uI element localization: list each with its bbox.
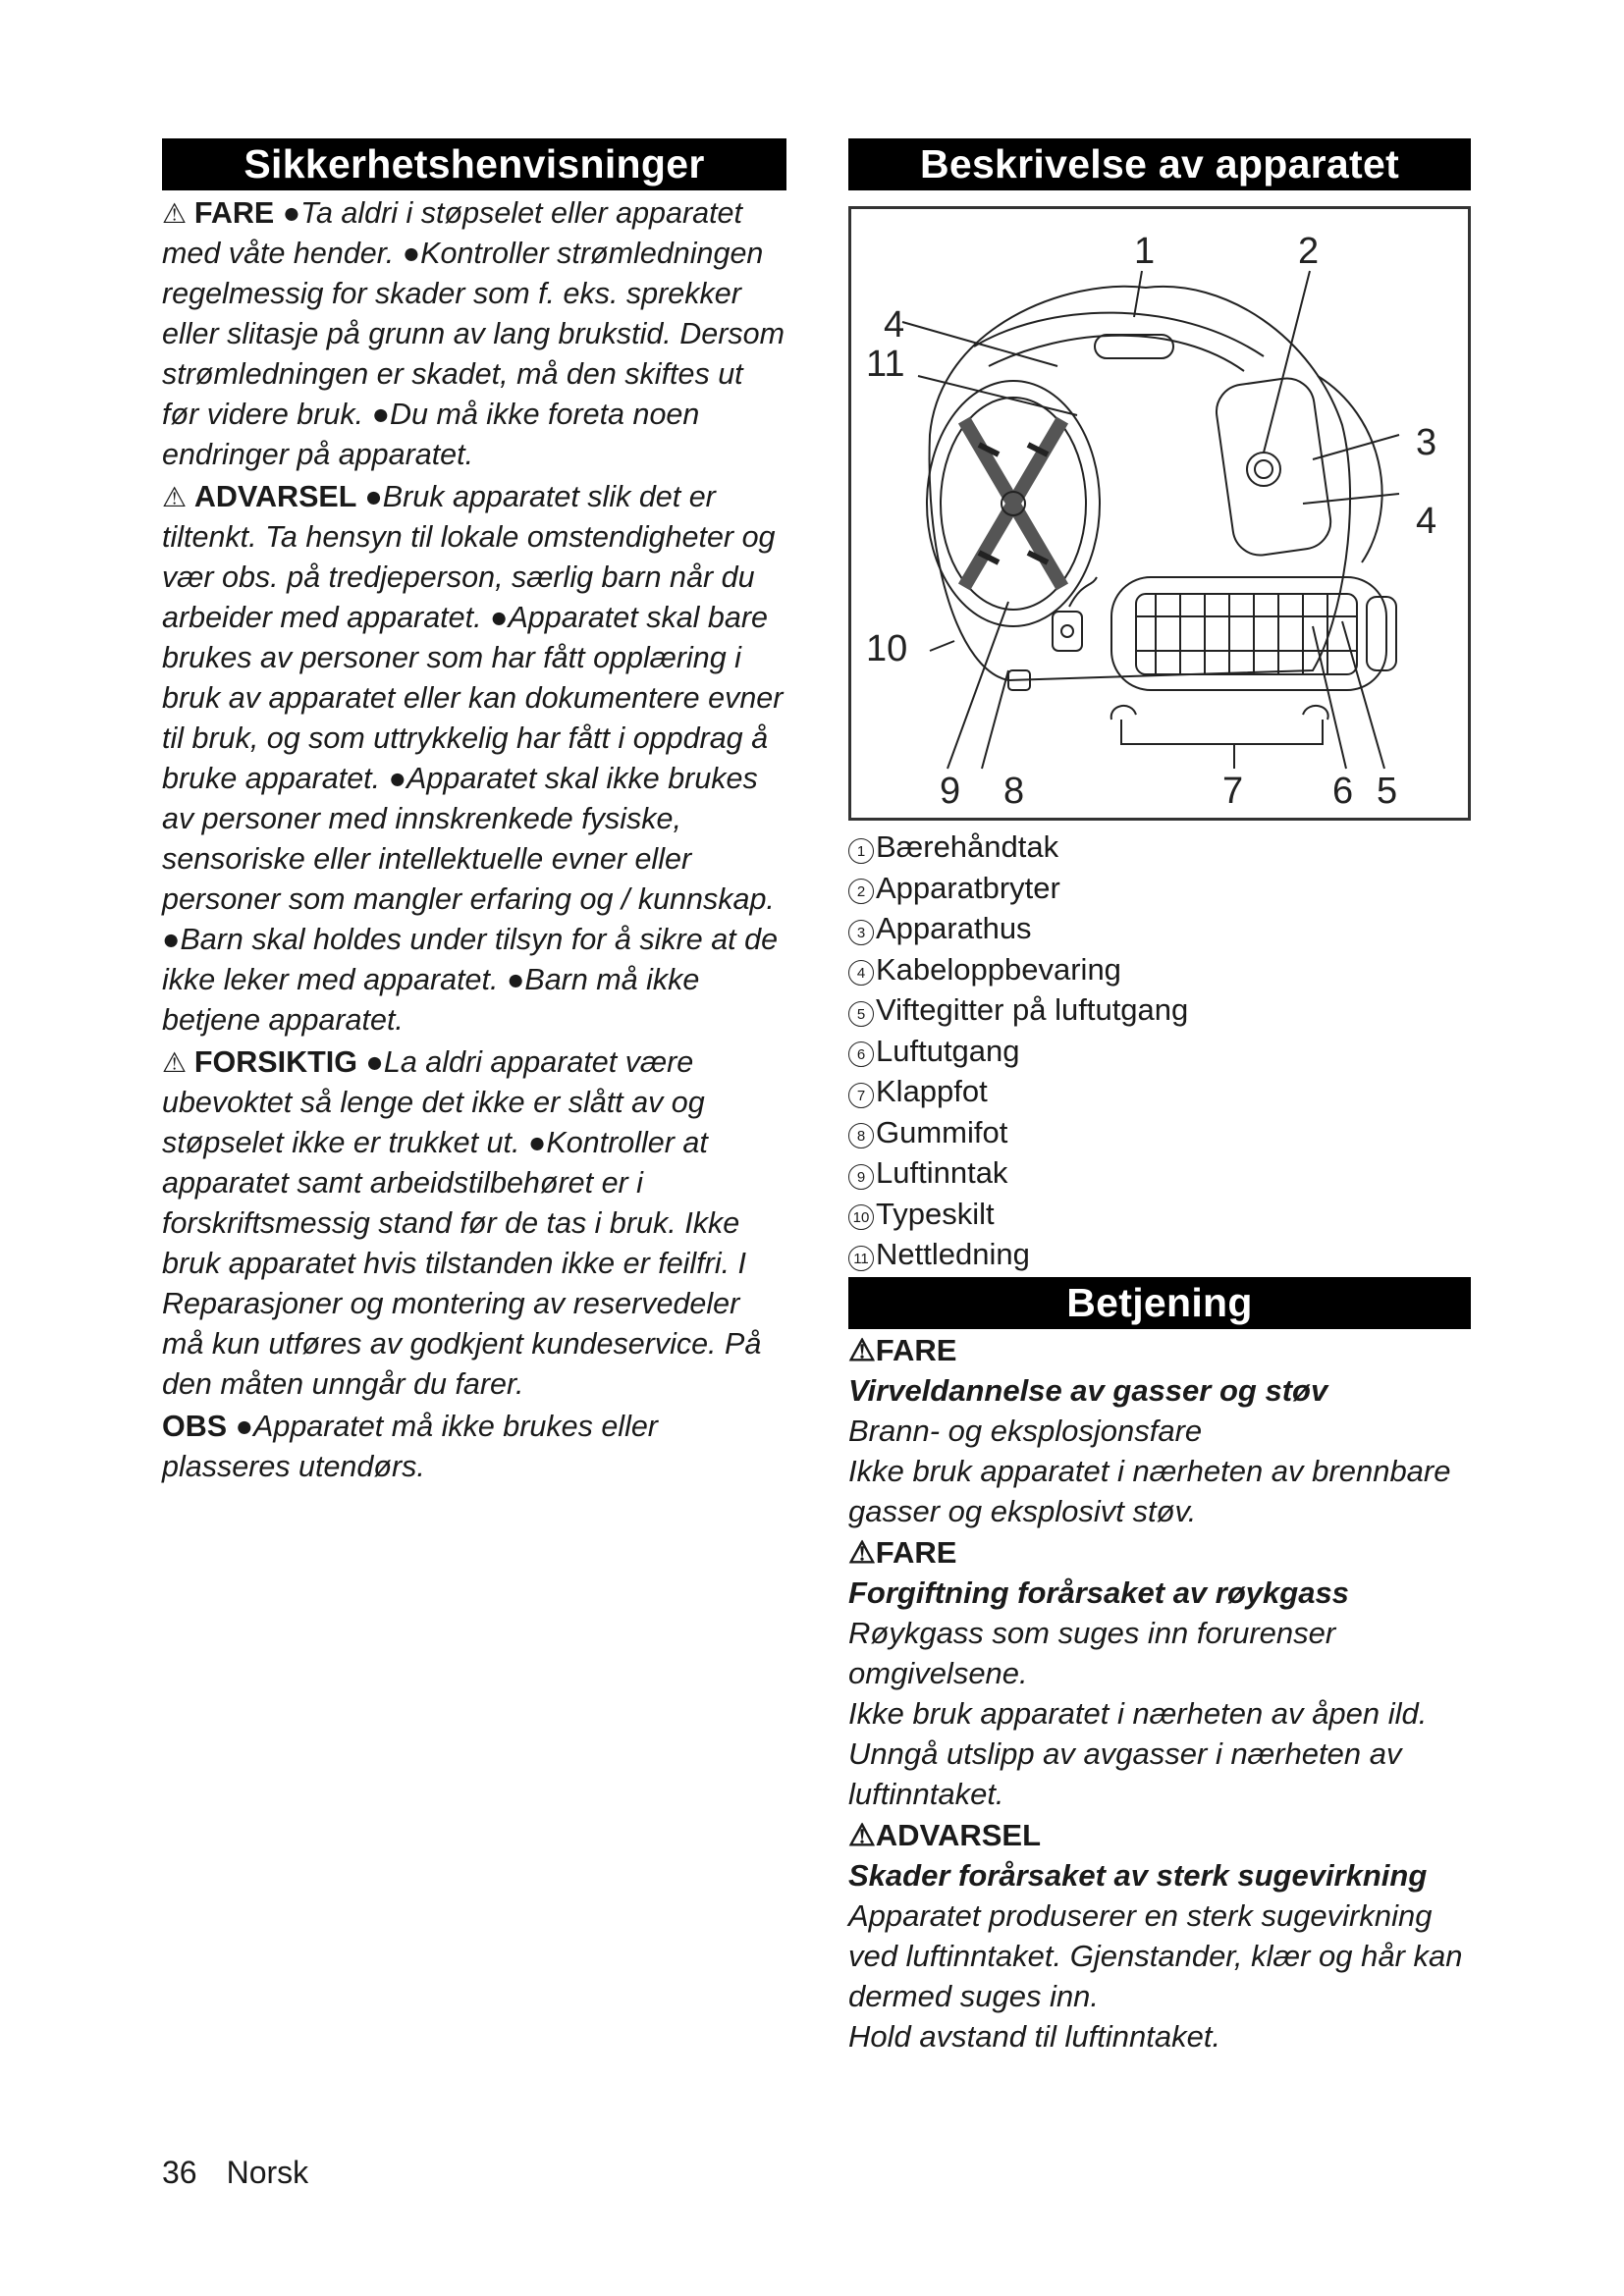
- legend-label: Viftegitter på luftutgang: [876, 992, 1189, 1027]
- parts-legend: [848, 827, 1471, 1275]
- legend-item: [848, 1152, 1471, 1194]
- callout-4: 4: [884, 304, 905, 346]
- safety-item-text: Apparatet skal bare brukes av personer som har fått opplæring i bruk av apparatet eller kan dokumentere evner til bruk, og som uttrykkelig har fått i oppdrag å bruke apparatet.: [162, 601, 784, 795]
- hazard-title: Skader forårsaket av sterk sugevirkning: [848, 1857, 1428, 1893]
- safety-item-text: Du må ikke foreta noen endringer på apparatet.: [162, 398, 700, 471]
- legend-label: Kabeloppbevaring: [876, 951, 1121, 987]
- legend-label: Apparatbryter: [876, 870, 1060, 905]
- hazard-title: Virveldannelse av gasser og støv: [848, 1372, 1328, 1408]
- bullet-icon: ●: [506, 963, 525, 996]
- callout-4b: 4: [1416, 501, 1437, 542]
- safety-level-label: ADVARSEL: [193, 480, 365, 513]
- callout-3: 3: [1416, 422, 1437, 463]
- description-heading: Beskrivelse av apparatet: [848, 138, 1471, 190]
- housing-outline: [930, 287, 1351, 680]
- bullet-icon: ●: [388, 762, 407, 795]
- callout-2: 2: [1298, 231, 1320, 272]
- safety-block: [162, 1042, 786, 1405]
- bullet-icon: ●: [364, 480, 383, 513]
- hazard-text: Røykgass som suges inn forurenser omgivelsene.: [848, 1615, 1336, 1690]
- hazard-text: Ikke bruk apparatet i nærheten av brennbare gasser og eksplosivt støv.: [848, 1453, 1451, 1528]
- legend-number: 11: [848, 1246, 874, 1271]
- callout-6: 6: [1332, 771, 1354, 812]
- hazard-text: Ikke bruk apparatet i nærheten av åpen ild. Unngå utslipp av avgasser i nærheten av luftinntaket.: [848, 1695, 1428, 1811]
- legend-label: Klappfot: [876, 1074, 988, 1108]
- bullet-icon: ●: [235, 1410, 254, 1443]
- safety-item-text: Apparatet må ikke brukes eller plasseres utendørs.: [162, 1410, 658, 1483]
- safety-block: [162, 193, 786, 475]
- safety-item-text: Barn skal holdes under tilsyn for å sikre at de ikke leker med apparatet.: [162, 923, 779, 996]
- legend-label: Nettledning: [876, 1237, 1030, 1271]
- legend-item: [848, 868, 1471, 909]
- warning-triangle-icon: ⚠: [162, 1047, 194, 1078]
- legend-number: 1: [848, 838, 874, 864]
- safety-level-label: FORSIKTIG: [193, 1045, 366, 1079]
- legend-number: 10: [848, 1204, 874, 1230]
- legend-label: Luftinntak: [876, 1155, 1008, 1190]
- callout-9: 9: [940, 771, 961, 812]
- legend-item: [848, 1234, 1471, 1275]
- legend-item: [848, 1112, 1471, 1153]
- legend-item: [848, 827, 1471, 868]
- callout-1: 1: [1134, 231, 1156, 272]
- legend-item: [848, 1194, 1471, 1235]
- legend-number: 7: [848, 1083, 874, 1108]
- legend-number: 2: [848, 879, 874, 904]
- switch-shape: [1247, 453, 1280, 486]
- page-footer: [162, 2155, 308, 2191]
- operation-heading: Betjening: [848, 1277, 1471, 1329]
- air-mover-illustration: [851, 209, 1468, 818]
- callout-10: 10: [866, 628, 908, 669]
- callout-5: 5: [1377, 771, 1398, 812]
- legend-number: 5: [848, 1001, 874, 1027]
- left-column: [162, 138, 786, 1487]
- callout-8: 8: [1003, 771, 1025, 812]
- page-number: 36: [162, 2155, 197, 2190]
- switch-panel-shape: [1213, 375, 1333, 559]
- legend-label: Bærehåndtak: [876, 829, 1059, 864]
- safety-block: [162, 477, 786, 1041]
- legend-number: 3: [848, 920, 874, 945]
- hazard-level: ⚠FARE: [848, 1534, 957, 1570]
- callout-11: 11: [866, 344, 905, 385]
- bullet-icon: ●: [365, 1045, 384, 1079]
- safety-level-label: OBS: [162, 1410, 236, 1443]
- legend-label: Apparathus: [876, 911, 1032, 945]
- safety-item-text: Ta aldri i støpselet eller apparatet med våte hender.: [162, 196, 742, 270]
- legend-item: [848, 989, 1471, 1031]
- right-column: [848, 138, 1471, 2056]
- safety-item-text: Kontroller strømledningen regelmessig for skader som f. eks. sprekker eller slitasje på grunn av lang brukstid. Dersom strømledningen er skadet, må den skiftes ut før videre bruk.: [162, 237, 785, 431]
- legend-number: 6: [848, 1041, 874, 1067]
- legend-label: Luftutgang: [876, 1033, 1020, 1068]
- hazard-level: ⚠ADVARSEL: [848, 1817, 1042, 1852]
- legend-label: Gummifot: [876, 1114, 1008, 1149]
- bullet-icon: ●: [402, 237, 421, 270]
- safety-item-text: Apparatet skal ikke brukes av personer med innskrenkede fysiske, sensoriske eller intellektuelle evner eller personer som mangler erfaring og / kunnskap.: [162, 762, 775, 916]
- hazard-level: ⚠FARE: [848, 1332, 957, 1367]
- legend-number: 4: [848, 960, 874, 986]
- hazard-title: Forgiftning forårsaket av røykgass: [848, 1575, 1349, 1610]
- bullet-icon: ●: [282, 196, 301, 230]
- folding-foot: [1111, 706, 1328, 744]
- legend-item: [848, 908, 1471, 949]
- warning-triangle-icon: ⚠: [162, 482, 194, 512]
- safety-item-text: Kontroller at apparatet samt arbeidstilbehøret er i forskriftsmessig stand før de tas i bruk. Ikke bruk apparatet hvis tilstanden ikke er feilfri. I Reparasjoner og montering av reservedeler må kun utføres av godkjent kundeservice. På den måten unngår du farer.: [162, 1126, 762, 1401]
- legend-item: [848, 1031, 1471, 1072]
- callout-7: 7: [1222, 771, 1244, 812]
- operation-hazards: [848, 1331, 1471, 2056]
- legend-number: 8: [848, 1123, 874, 1148]
- housing-rim: [989, 336, 1244, 371]
- footer-language: Norsk: [226, 2155, 309, 2190]
- hazard-text: Apparatet produserer en sterk sugevirkning ved luftinntaket. Gjenstander, klær og hår kan dermed suges inn.: [848, 1897, 1463, 2013]
- safety-level-label: FARE: [193, 196, 283, 230]
- hazard-text: Hold avstand til luftinntaket.: [848, 2018, 1221, 2054]
- legend-item: [848, 1071, 1471, 1112]
- safety-item-text: Bruk apparatet slik det er tiltenkt. Ta hensyn til lokale omstendigheter og vær obs. på tredjeperson, særlig barn når du arbeider med apparatet.: [162, 480, 776, 634]
- bullet-icon: ●: [490, 601, 509, 634]
- bullet-icon: ●: [371, 398, 390, 431]
- power-plug: [1053, 612, 1082, 651]
- bullet-icon: ●: [162, 923, 181, 956]
- safety-block: [162, 1407, 786, 1487]
- device-figure: [848, 206, 1471, 821]
- safety-instructions: [162, 193, 786, 1487]
- legend-item: [848, 949, 1471, 990]
- bullet-icon: ●: [527, 1126, 547, 1159]
- hazard-text: Brann- og eksplosjonsfare: [848, 1413, 1203, 1448]
- legend-number: 9: [848, 1164, 874, 1190]
- safety-item-text: Barn må ikke betjene apparatet.: [162, 963, 700, 1037]
- warning-triangle-icon: ⚠: [162, 198, 194, 229]
- legend-label: Typeskilt: [876, 1196, 995, 1231]
- safety-item-text: La aldri apparatet være ubevoktet så lenge det ikke er slått av og støpselet ikke er trukket ut.: [162, 1045, 705, 1159]
- safety-heading: Sikkerhetshenvisninger: [162, 138, 786, 190]
